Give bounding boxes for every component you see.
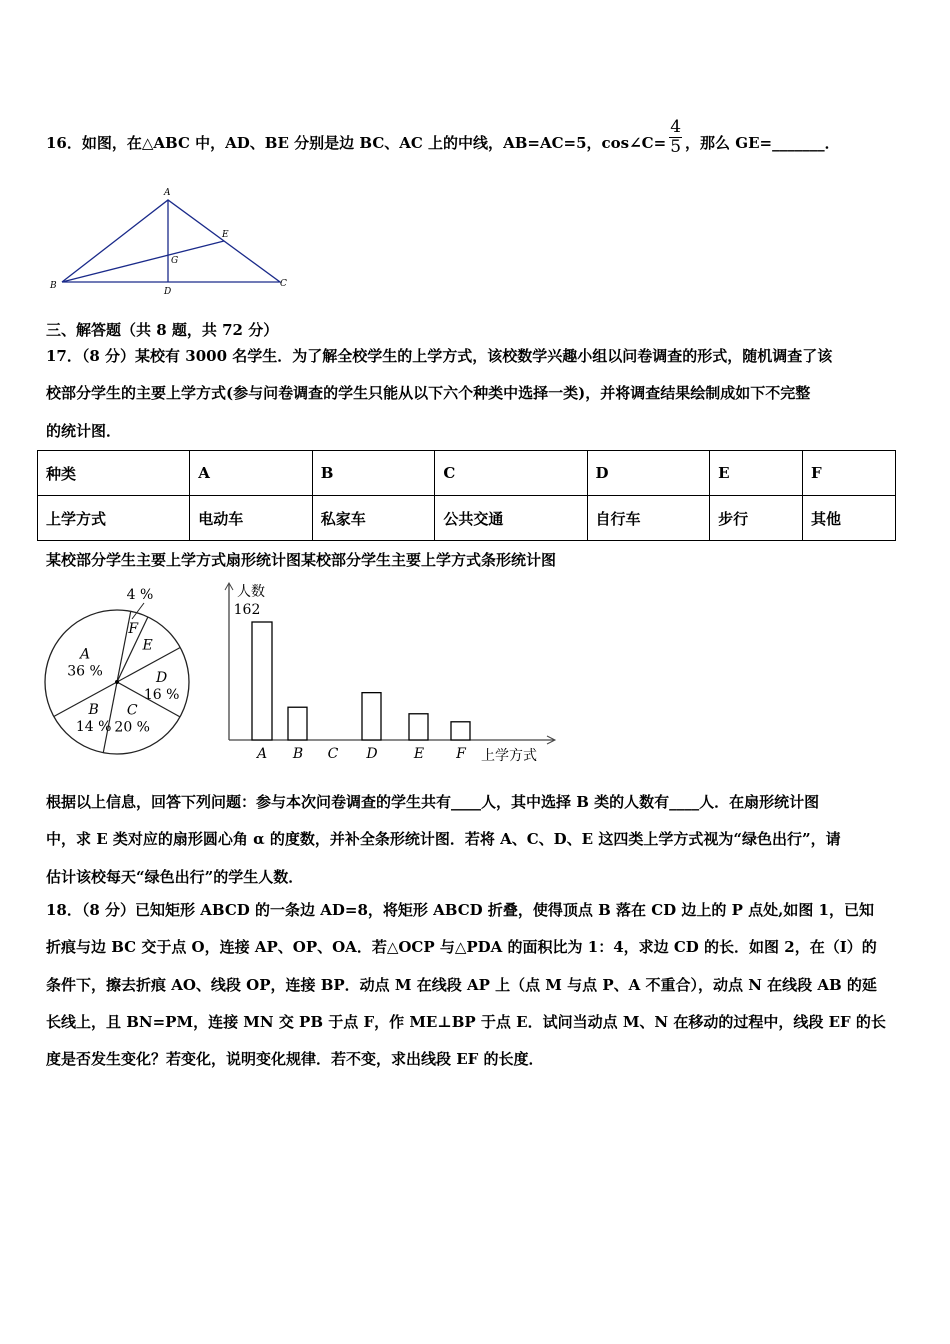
label-D: D xyxy=(164,287,172,297)
pie-slice-label: B xyxy=(88,701,99,718)
table-cell: B xyxy=(312,451,435,496)
x-tick-label: F xyxy=(456,746,466,762)
table-cell: 私家车 xyxy=(312,496,435,541)
pie-slice-label: A xyxy=(79,646,91,663)
category-table xyxy=(37,450,896,541)
q17-line-3: 的统计图． xyxy=(46,422,122,440)
label-G: G xyxy=(171,256,179,266)
x-tick-label: B xyxy=(292,746,304,762)
x-tick-label: D xyxy=(366,746,378,762)
bar xyxy=(451,722,470,740)
x-tick-label: E xyxy=(413,746,425,762)
pie-slice-percent: 16 % xyxy=(143,687,180,704)
table-cell: 公共交通 xyxy=(435,496,587,541)
table-cell: 步行 xyxy=(710,496,803,541)
table-row xyxy=(38,496,896,541)
table-cell: 种类 xyxy=(38,451,190,496)
label-B: B xyxy=(50,281,57,291)
pie-slice-percent: 14 % xyxy=(75,718,112,735)
q18-line-1: 18．（8 分）已知矩形 ABCD 的一条边 AD=8，将矩形 ABCD 折叠，使得顶点 B 落在 CD 边上的 P 点处,如图 1，已知 xyxy=(46,901,874,919)
table-cell: C xyxy=(435,451,587,496)
x-axis-label: 上学方式 xyxy=(481,748,537,764)
bar xyxy=(362,693,381,740)
label-C: C xyxy=(280,279,287,289)
q16-stem: 16．如图，在△ABC 中，AD、BE 分别是边 BC、AC 上的中线，AB=AC=5，cos∠C= xyxy=(46,134,667,152)
bar-value-label: 162 xyxy=(233,602,261,618)
q16-text xyxy=(46,118,840,157)
pie-slice-label: C xyxy=(126,702,138,719)
table-cell: 自行车 xyxy=(587,496,710,541)
chart-titles: 某校部分学生主要上学方式扇形统计图某校部分学生主要上学方式条形统计图 xyxy=(46,551,557,569)
pie-slice-boundary xyxy=(103,682,117,753)
q18-line-2: 折痕与边 BC 交于点 O，连接 AP、OP、OA．若△OCP 与△PDA 的面积比为 1：4，求边 CD 的长．如图 2，在（Ⅰ）的 xyxy=(46,938,877,956)
pie-slice-label: F xyxy=(128,620,139,637)
section-heading: 三、解答题（共 8 题，共 72 分） xyxy=(46,321,279,339)
pie-chart xyxy=(40,585,200,765)
fraction-denominator: 5 xyxy=(670,137,682,157)
table-cell: F xyxy=(803,451,896,496)
q18-line-3: 条件下，擦去折痕 AO、线段 OP，连接 BP．动点 M 在线段 AP 上（点 M 与点 P、A 不重合），动点 N 在线段 AB 的延 xyxy=(46,976,877,994)
table-cell: D xyxy=(587,451,710,496)
bar xyxy=(252,622,272,740)
pie-slice-label: E xyxy=(142,637,153,654)
q17-line-1: 17．（8 分）某校有 3000 名学生．为了解全校学生的上学方式，该校数学兴趣小组以问卷调查的形式，随机调查了该 xyxy=(46,347,833,365)
table-cell: E xyxy=(710,451,803,496)
pie-slice-percent: 4 % xyxy=(126,587,154,603)
table-cell: A xyxy=(190,451,313,496)
table-cell: 电动车 xyxy=(190,496,313,541)
q17-question-3: 估计该校每天“绿色出行”的学生人数． xyxy=(46,868,304,886)
triangle-figure xyxy=(40,180,300,300)
pie-slice-label: D xyxy=(156,670,168,687)
table-row xyxy=(38,451,896,496)
x-tick-label: A xyxy=(256,746,268,762)
q17-question-2: 中，求 E 类对应的扇形圆心角 α 的度数，并补全条形统计图．若将 A、C、D、E 这四类上学方式视为“绿色出行”，请 xyxy=(46,830,841,848)
q17-question-1: 根据以上信息，回答下列问题：参与本次问卷调查的学生共有____人，其中选择 B 类的人数有____人．在扇形统计图 xyxy=(46,793,820,811)
q16-tail: ，那么 GE=_______． xyxy=(685,134,840,152)
q18-line-5: 度是否发生变化？若变化，说明变化规律．若不变，求出线段 EF 的长度． xyxy=(46,1050,544,1068)
q18-line-4: 长线上，且 BN=PM，连接 MN 交 PB 于点 F，作 ME⊥BP 于点 E．试问当动点 M、N 在移动的过程中，线段 EF 的长 xyxy=(46,1013,886,1031)
pie-center xyxy=(115,680,119,684)
label-A: A xyxy=(164,188,171,198)
pie-slice-boundary xyxy=(54,682,117,716)
label-E: E xyxy=(222,230,229,240)
bar-chart xyxy=(215,580,575,770)
fraction-numerator: 4 xyxy=(670,117,682,137)
table-cell: 上学方式 xyxy=(38,496,190,541)
fraction xyxy=(669,118,682,157)
y-axis-label: 人数 xyxy=(237,584,265,600)
bar xyxy=(288,707,307,740)
pie-slice-percent: 20 % xyxy=(114,719,151,736)
pie-slice-percent: 36 % xyxy=(67,663,103,680)
x-tick-label: C xyxy=(327,746,339,762)
q17-line-2: 校部分学生的主要上学方式(参与问卷调查的学生只能从以下六个种类中选择一类)，并将调查结果绘制成如下不完整 xyxy=(46,384,811,402)
table-cell: 其他 xyxy=(803,496,896,541)
leader-line xyxy=(132,603,144,619)
bar xyxy=(409,714,428,740)
